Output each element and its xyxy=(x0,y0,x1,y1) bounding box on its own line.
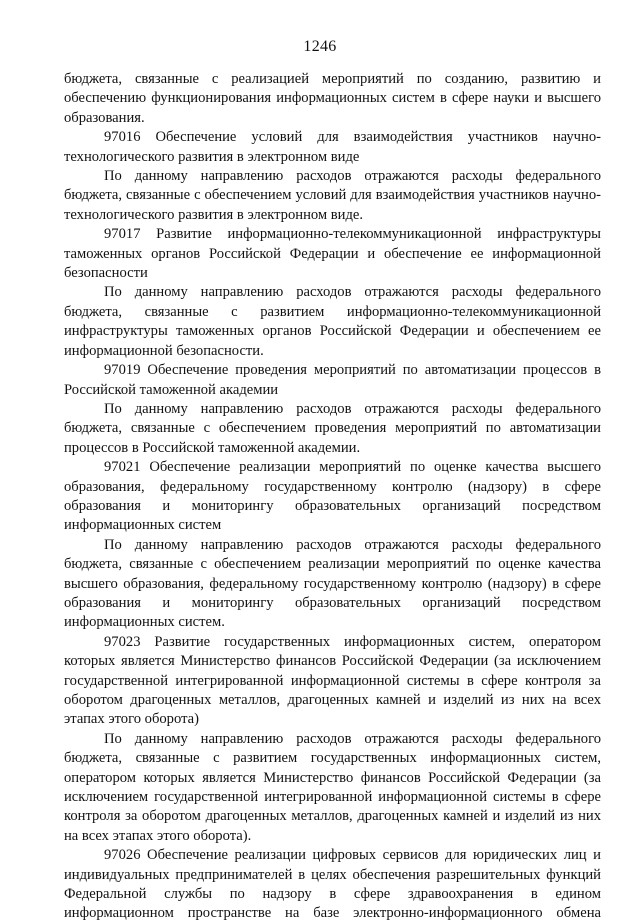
document-body xyxy=(64,70,601,924)
section-heading-97023: 97023 Развитие государственных информационных систем, оператором которых является Министерство финансов Российской Федерации (за исключением государственной интегрированной информационной системы в сфере контроля за оборотом драгоценных металлов, драгоценных камней и изделий из них на всех этапах этого оборота) xyxy=(64,633,601,728)
section-heading-97026: 97026 Обеспечение реализации цифровых сервисов для юридических лиц и индивидуальных предпринимателей в целях обеспечения разрешительных функций Федеральной службы по надзору в сфере здравоохранения в едином информационном пространстве на базе электронно-информационного обмена xyxy=(64,847,601,922)
section-description-97023: По данному направлению расходов отражаются расходы федерального бюджета, связанные с развитием государственных информационных систем, оператором которых является Министерство финансов Российской Федерации (за исключением государственной интегрированной информационной системы в сфере контроля за оборотом драгоценных металлов, драгоценных камней и изделий из них на всех этапах этого оборота). xyxy=(64,730,601,844)
section-heading-97016: 97016 Обеспечение условий для взаимодействия участников научно-технологического развития в электронном виде xyxy=(64,129,601,165)
section-description-97017: По данному направлению расходов отражаются расходы федерального бюджета, связанные с развитием информационно-телекоммуникационной инфраструктуры таможенных органов Российской Федерации и обеспечением ее информационной безопасности. xyxy=(64,284,601,359)
section-description-97021: По данному направлению расходов отражаются расходы федерального бюджета, связанные с обеспечением реализации мероприятий по оценке качества высшего образования, федеральному государственному контролю (надзору) в сфере образования и мониторингу образовательных организаций посредством информационных систем. xyxy=(64,536,601,631)
section-heading-97019: 97019 Обеспечение проведения мероприятий по автоматизации процессов в Российской таможенной академии xyxy=(64,362,601,398)
page-number: 1246 xyxy=(303,38,337,55)
section-description-97016: По данному направлению расходов отражаются расходы федерального бюджета, связанные с обеспечением условий для взаимодействия участников научно-технологического развития в электронном виде. xyxy=(64,168,601,223)
section-heading-97017: 97017 Развитие информационно-телекоммуникационной инфраструктуры таможенных органов Российской Федерации и обеспечение ее информационной безопасности xyxy=(64,226,601,282)
section-description-97019: По данному направлению расходов отражаются расходы федерального бюджета, связанные с обеспечением проведения мероприятий по автоматизации процессов в Российской таможенной академии. xyxy=(64,400,601,456)
paragraph-continuation: бюджета, связанные с реализацией мероприятий по созданию, развитию и обеспечению функционирования информационных систем в сфере науки и высшего образования. xyxy=(64,71,601,126)
section-heading-97021: 97021 Обеспечение реализации мероприятий по оценке качества высшего образования, федеральному государственному контролю (надзору) в сфере образования и мониторингу образовательных организаций посредством информационных систем xyxy=(64,459,601,534)
